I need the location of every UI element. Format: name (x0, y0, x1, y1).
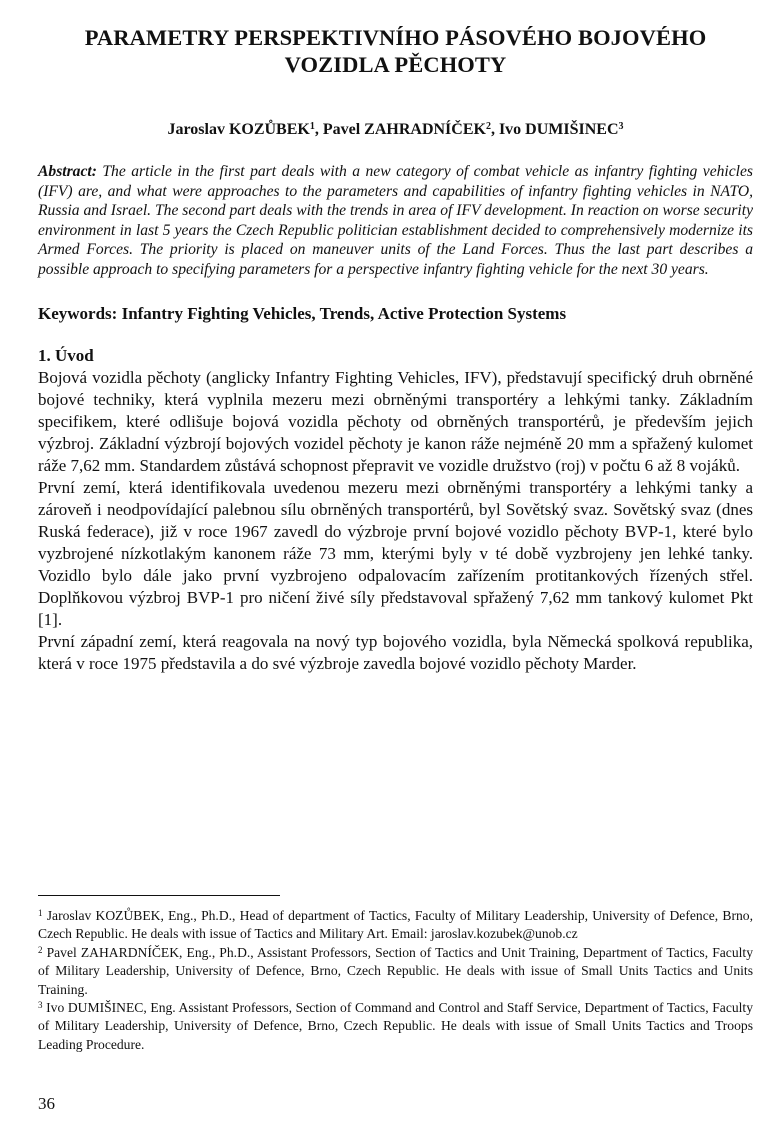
abstract-text: The article in the first part deals with a new category of combat vehicle as infantry fighting vehicles (IFV) are, and what were approaches to the parameters and capabilities of infantry fighting vehicles in NATO, Russia and Israel. The second part deals with the trends in area of IFV development. In reaction on worse security environment in last 5 years the Czech Republic politician establishment decided to comprehensively modernize its Armed Forces. The priority is placed on maneuver units of the Land Forces. Thus the last part describes a possible approach to specifying parameters for a perspective infantry fighting vehicle for the next 30 years. (38, 163, 753, 278)
footnote-text: Pavel ZAHARDNÍČEK, Eng., Ph.D., Assistant Professors, Section of Tactics and Unit Training, Department of Tactics, Faculty of Military Leadership, University of Defence, Brno, Czech Republic. He deals with issue of Small Units Tactics and Units Training. (38, 944, 753, 997)
footnote-text: Ivo DUMIŠINEC, Eng. Assistant Professors, Section of Command and Control and Staff Service, Department of Tactics, Faculty of Military Leadership, University of Defence, Brno, Czech Republic. He deals with issue of Small Units Tactics and Troops Leading Procedure. (38, 1000, 753, 1052)
author-footnote-marker: 1 (309, 121, 315, 132)
author-name: Jaroslav KOZŮBEK (167, 121, 310, 138)
footnote (38, 944, 753, 999)
author-name: Ivo DUMIŠINEC (498, 121, 619, 138)
body-paragraph: První západní zemí, která reagovala na nový typ bojového vozidla, byla Německá spolková republika, která v roce 1975 představila a do své výzbroje zavedla bojové vozidlo pěchoty Marder. (38, 632, 753, 673)
abstract-label: Abstract: (38, 163, 97, 180)
author-footnote-marker: 3 (618, 121, 624, 132)
footnote-text: Jaroslav KOZŮBEK, Eng., Ph.D., Head of department of Tactics, Faculty of Military Leadership, University of Defence, Brno, Czech Republic. He deals with issue of Tactics and Military Art. Email: jaroslav.kozubek@unob.cz (38, 908, 753, 942)
footnotes (38, 907, 753, 1054)
keywords: Keywords: Infantry Fighting Vehicles, Trends, Active Protection Systems (38, 304, 567, 323)
footnote-marker: 1 (38, 908, 43, 918)
footnote-divider (38, 895, 280, 896)
footnote-marker: 3 (38, 1000, 43, 1011)
page-number: 36 (38, 1094, 55, 1113)
paper-title: PARAMETRY PERSPEKTIVNÍHO PÁSOVÉHO BOJOVÉHO VOZIDLA PĚCHOTY (84, 25, 707, 77)
section-heading: 1. Úvod (38, 346, 94, 365)
author-name: Pavel ZAHRADNÍČEK (322, 121, 486, 138)
author-footnote-marker: 2 (485, 121, 491, 132)
body-paragraph: První zemí, která identifikovala uvedenou mezeru mezi obrněnými transportéry a lehkými tanky a zároveň i neodpovídající palebnou sílu obrněných transportérů, byl Sovětský svaz. Sovětský svaz (dnes Ruská federace), již v roce 1967 zavedl do výzbroje první bojové vozidlo pěchoty BVP-1, které bylo vyzbrojené nízkotlakým kanonem ráže 73 mm, kterými byly v té době vyzbrojeny jen lehké tanky. Vozidlo bylo dále jako první vyzbrojeno odpalovacím zařízením protitankových řízených střel. Doplňkovou výzbroj BVP-1 pro ničení živé síly představoval spřažený 7,62 mm tankový kulomet Pkt [1]. (38, 478, 753, 629)
author-separator: , (490, 121, 499, 138)
paper-page (38, 24, 753, 675)
abstract (38, 162, 753, 279)
body-paragraph: Bojová vozidla pěchoty (anglicky Infantry Fighting Vehicles, IFV), představují specifický druh obrněné bojové techniky, která vyplnila mezeru mezi obrněnými transportéry a lehkými tanky. Základním specifikem, které odlišuje bojová vozidla pěchoty od obrněných transportérů, je především jejich výzbroj. Základní výzbrojí bojových vozidel pěchoty je kanon ráže nejméně 20 mm a spřažený kulomet ráže 7,62 mm. Standardem zůstává schopnost přepravit ve vozidle družstvo (roj) v počtu 6 až 8 vojáků. (38, 368, 753, 475)
author-line (38, 120, 753, 140)
author-separator: , (314, 121, 323, 138)
footnote (38, 907, 753, 944)
footnote (38, 999, 753, 1054)
footnote-marker: 2 (38, 944, 43, 955)
